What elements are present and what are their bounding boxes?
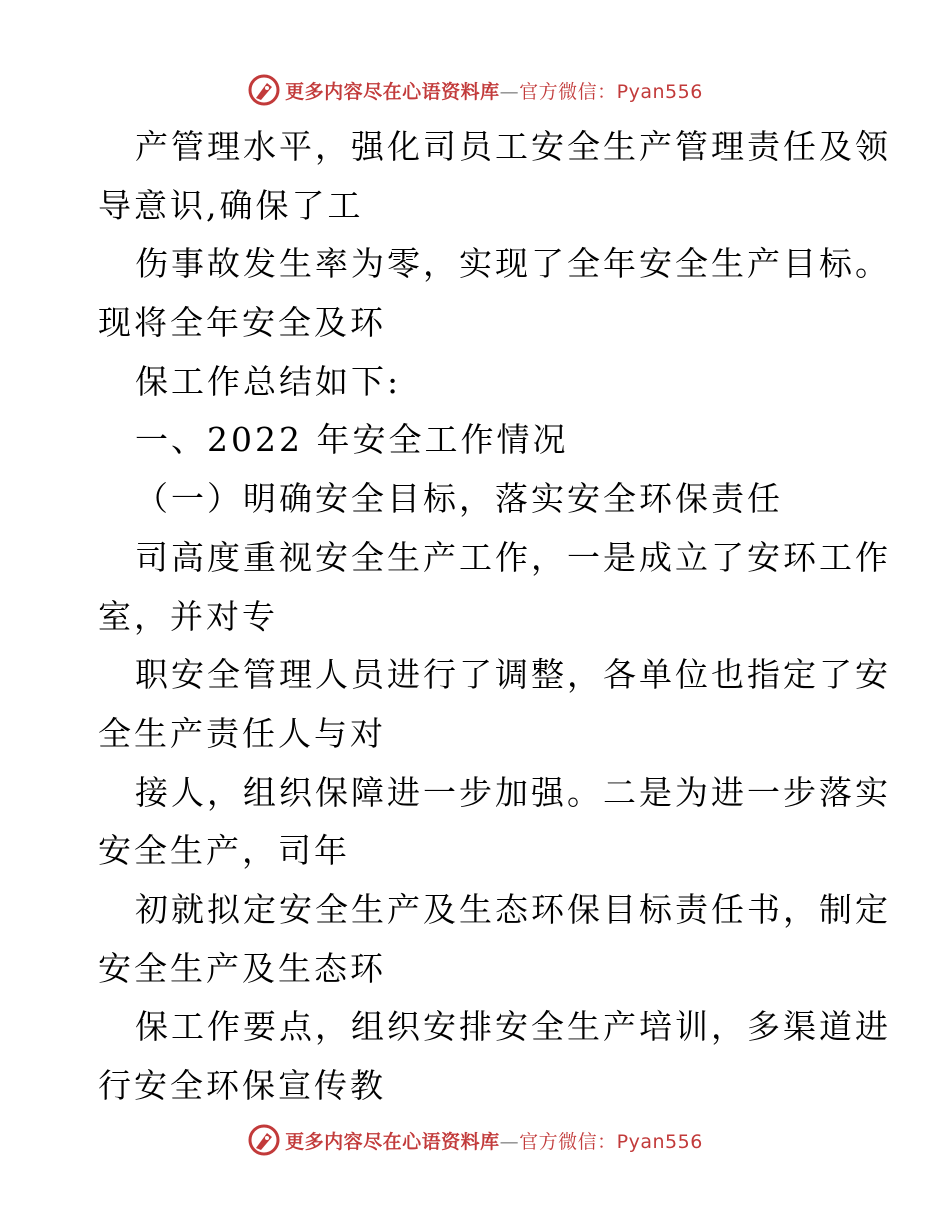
text-line: 保工作要点，组织安排安全生产培训，多渠道进 xyxy=(135,1007,891,1047)
text-line: 导意识,确保了工 xyxy=(98,185,364,225)
text-line: 全生产责任人与对 xyxy=(98,713,386,753)
text-line: 职安全管理人员进行了调整，各单位也指定了安 xyxy=(135,655,891,695)
text-line: 室，并对专 xyxy=(98,596,278,636)
watermark-main-text: 更多内容尽在心语资料库 xyxy=(285,1130,500,1153)
pen-nib-logo-icon xyxy=(247,73,281,107)
text-line: 保工作总结如下: xyxy=(135,361,402,401)
subsection-heading: （一）明确安全目标，落实安全环保责任 xyxy=(135,479,783,519)
watermark-header xyxy=(0,70,950,110)
watermark-separator: — xyxy=(499,80,520,103)
text-line: 司高度重视安全生产工作，一是成立了安环工作 xyxy=(135,537,891,577)
text-line: 现将全年安全及环 xyxy=(98,303,386,343)
document-body xyxy=(98,118,891,1116)
text-line: 产管理水平，强化司员工安全生产管理责任及领 xyxy=(135,127,891,166)
text-line: 伤事故发生率为零，实现了全年安全生产目标。 xyxy=(135,244,891,284)
text-line: 安全生产及生态环 xyxy=(98,948,386,988)
watermark-footer xyxy=(0,1120,950,1160)
watermark-wechat-text: 官方微信：Pyan556 xyxy=(519,1130,703,1153)
section-heading: 一、2022 年安全工作情况 xyxy=(135,420,569,460)
text-line: 安全生产，司年 xyxy=(98,831,350,871)
watermark-wechat-text: 官方微信：Pyan556 xyxy=(519,80,703,103)
pen-nib-logo-icon xyxy=(247,1123,281,1157)
text-line: 行安全环保宣传教 xyxy=(98,1066,386,1105)
text-line: 初就拟定安全生产及生态环保目标责任书，制定 xyxy=(135,889,891,929)
watermark-main-text: 更多内容尽在心语资料库 xyxy=(285,80,500,103)
watermark-separator: — xyxy=(499,1130,520,1153)
text-line: 接人，组织保障进一步加强。二是为进一步落实 xyxy=(135,772,891,812)
